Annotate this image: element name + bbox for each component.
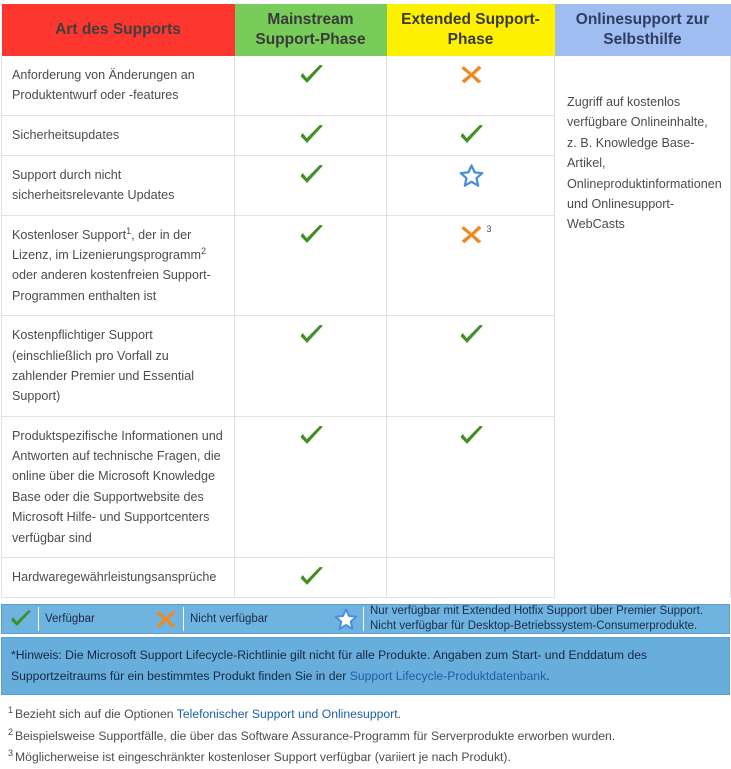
legend-available-line1: Verfügbar bbox=[45, 612, 95, 625]
support-lifecycle-page bbox=[0, 4, 731, 765]
cell-extended bbox=[387, 56, 555, 115]
header-art-des-supports: Art des Supports bbox=[2, 4, 235, 56]
table-header-row bbox=[2, 4, 731, 56]
footnote-mark: 1 bbox=[8, 704, 14, 715]
footnote-marker: 3 bbox=[486, 223, 492, 234]
cross-icon bbox=[460, 224, 483, 245]
hinweis-note-box bbox=[1, 637, 730, 695]
check-icon bbox=[298, 566, 325, 588]
footnote-mark: 3 bbox=[8, 748, 14, 759]
legend-star-line2: Nicht verfügbar für Desktop-Betriebssystem-Consumerprodukte. bbox=[370, 620, 698, 633]
footnote-mark: 2 bbox=[8, 726, 14, 737]
cell-support-type: Produktspezifische Informationen und Antworten auf technische Fragen, die online über die Microsoft Knowledge Base oder die Supportwebsite des Microsoft Hilfe- und Supportcenters verfügbar sind bbox=[2, 416, 235, 557]
legend-item-available bbox=[4, 607, 149, 631]
cell-onlinesupport: Zugriff auf kostenlos verfügbare Onlineinhalte, z. B. Knowledge Base-Artikel, Onlineproduktinformationen und Onlinesupport-WebCasts bbox=[555, 56, 731, 598]
footnote-text: Bezieht sich auf die Optionen bbox=[15, 707, 177, 722]
header-onlinesupport: Onlinesupport zur Selbsthilfe bbox=[555, 4, 731, 56]
cell-mainstream bbox=[235, 56, 387, 115]
check-icon bbox=[298, 164, 325, 186]
cell-support-type: Hardwaregewährleistungsansprüche bbox=[2, 558, 235, 598]
star-icon bbox=[329, 608, 363, 631]
cell-extended bbox=[387, 215, 555, 316]
star-icon bbox=[459, 164, 484, 188]
footnotes-list bbox=[8, 704, 730, 769]
note-text-after: . bbox=[546, 668, 550, 683]
legend-label-star-note bbox=[363, 607, 703, 631]
cross-icon bbox=[149, 609, 183, 629]
legend-bar bbox=[1, 604, 730, 634]
icon-with-footnote bbox=[460, 223, 492, 245]
table-body bbox=[2, 56, 731, 598]
legend-label-available bbox=[38, 607, 95, 631]
cell-extended bbox=[387, 316, 555, 417]
footnote-1 bbox=[8, 704, 730, 726]
cell-extended bbox=[387, 155, 555, 215]
legend-label-not-available bbox=[183, 607, 268, 631]
cross-icon bbox=[460, 64, 483, 85]
cell-mainstream bbox=[235, 316, 387, 417]
cell-support-type: Support durch nicht sicherheitsrelevante Updates bbox=[2, 155, 235, 215]
check-icon bbox=[298, 124, 325, 146]
table-row bbox=[2, 56, 731, 115]
check-icon bbox=[458, 324, 485, 346]
cell-support-type: Kostenloser Support$^1$, der in der Lizenz, im Lizenierungsprogramm$^2$ oder anderen kostenfreien Support-Programmen enthalten ist bbox=[2, 215, 235, 316]
check-icon bbox=[458, 425, 485, 447]
cell-support-type: Kostenpflichtiger Support (einschließlich pro Vorfall zu zahlender Premier und Essential Support) bbox=[2, 316, 235, 417]
cell-mainstream bbox=[235, 155, 387, 215]
legend-star-line1: Nur verfügbar mit Extended Hotfix Support über Premier Support. bbox=[370, 605, 704, 618]
cell-support-type: Sicherheitsupdates bbox=[2, 115, 235, 155]
footnote-3 bbox=[8, 747, 730, 769]
check-icon bbox=[4, 609, 38, 629]
legend-notavailable-line1: Nicht verfügbar bbox=[190, 612, 268, 625]
header-extended: Extended Support-Phase bbox=[387, 4, 555, 56]
cell-mainstream bbox=[235, 115, 387, 155]
legend-item-not-available bbox=[149, 607, 329, 631]
footnote-2 bbox=[8, 726, 730, 748]
cell-mainstream bbox=[235, 416, 387, 557]
check-icon bbox=[458, 124, 485, 146]
cell-extended bbox=[387, 416, 555, 557]
check-icon bbox=[298, 224, 325, 246]
footnote-text: Möglicherweise ist eingeschränkter kostenloser Support verfügbar (variiert je nach Produkt). bbox=[15, 750, 511, 765]
support-lifecycle-database-link[interactable]: Support Lifecycle-Produktdatenbank bbox=[349, 668, 547, 683]
check-icon bbox=[298, 425, 325, 447]
cell-extended bbox=[387, 558, 555, 598]
cell-extended bbox=[387, 115, 555, 155]
check-icon bbox=[298, 324, 325, 346]
header-mainstream: Mainstream Support-Phase bbox=[235, 4, 387, 56]
footnote-text-after: . bbox=[397, 707, 401, 722]
legend-item-star-note bbox=[329, 607, 727, 631]
check-icon bbox=[298, 64, 325, 86]
footnote-text: Beispielsweise Supportfälle, die über das Software Assurance-Programm für Serverprodukte erworben wurden. bbox=[15, 728, 616, 743]
cell-support-type: Anforderung von Änderungen an Produktentwurf oder -features bbox=[2, 56, 235, 115]
cell-mainstream bbox=[235, 215, 387, 316]
footnote-link[interactable]: Telefonischer Support und Onlinesupport bbox=[176, 707, 398, 722]
cell-mainstream bbox=[235, 558, 387, 598]
support-lifecycle-table bbox=[1, 4, 731, 598]
note-text-before: *Hinweis: Die Microsoft Support Lifecycle-Richtlinie gilt nicht für alle Produkte. Angaben zum Start- und Enddatum des Supportzeitraums für ein bestimmtes Produkt finden Sie in der bbox=[11, 648, 648, 683]
